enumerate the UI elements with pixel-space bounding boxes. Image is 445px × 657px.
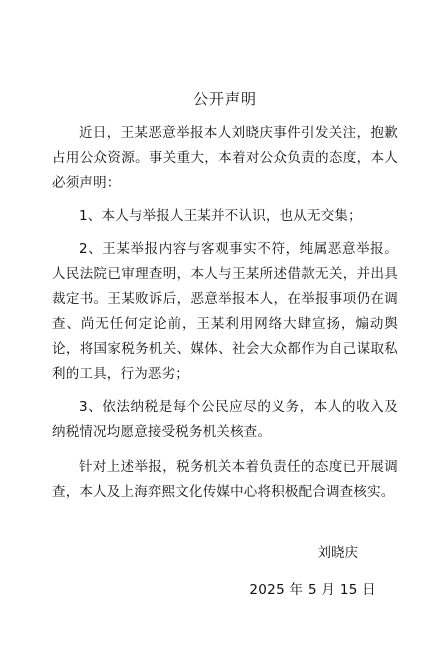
signature: 刘晓庆 [317,545,358,561]
point-1-paragraph: 1、本人与举报人王某并不认识，也从无交集； [79,208,362,224]
statement-title: 公开声明 [192,90,257,108]
closing-paragraph: 针对上述举报，税务机关本着负责任的态度已开展调查，本人及上海弈熙文化传媒中心将积极配合调查核实。 [52,459,398,500]
statement-date: 2025 年 5 月 15 日 [249,582,376,598]
point-2-paragraph: 2、王某举报内容与客观事实不符，纯属恶意举报。人民法院已审理查明，本人与王某所述借款无关，并出具裁定书。王某败诉后，恶意举报本人，在举报事项仍在调查、尚无任何定论前，王某利用网络大肆宣扬，煽动舆论，将国家税务机关、媒体、社会大众都作为自己谋取私利的工具，行为恶劣； [52,241,398,382]
intro-paragraph: 近日，王某恶意举报本人刘晓庆事件引发关注，抱歉占用公众资源。事关重大，本着对公众负责的态度，本人必须声明： [52,125,398,191]
point-3-paragraph: 3、依法纳税是每个公民应尽的义务，本人的收入及纳税情况均愿意接受税务机关核查。 [52,399,398,440]
